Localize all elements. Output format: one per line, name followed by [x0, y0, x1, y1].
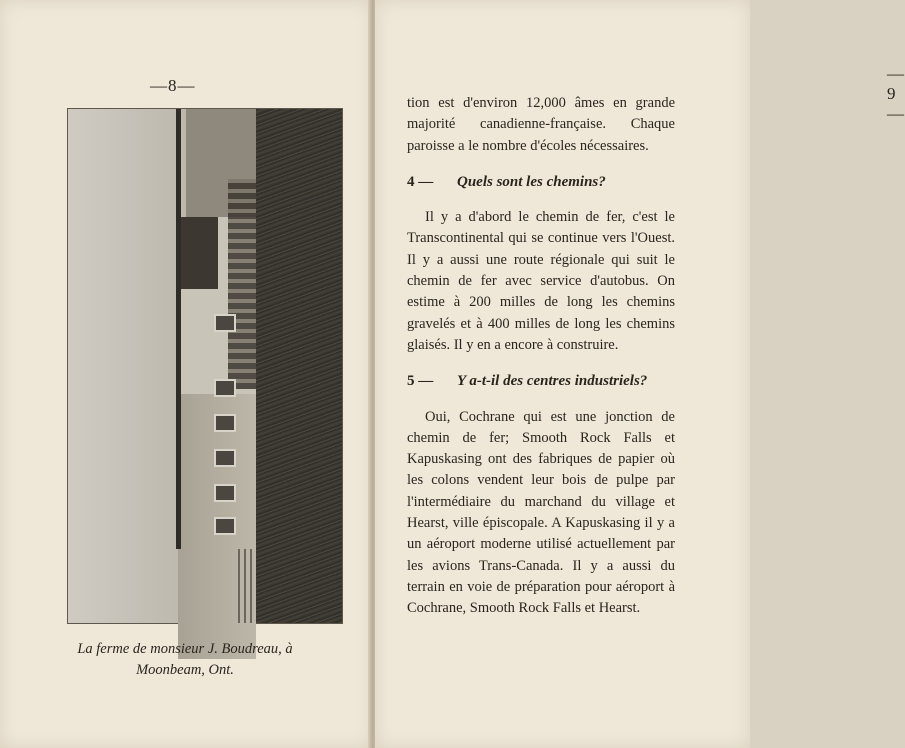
question-5-number: 5 —	[407, 373, 434, 390]
paragraph-question-4: Il y a d'abord le chemin de fer, c'est le Transcontinental qui se continue vers l'Ouest. Il y a aussi une route régionale qui suit le chemin de fer avec service d'autobus. On estime à 200 milles de long les chemins gravelés et à 400 milles de long les chemins glaisés. Il y en a encore à construire.	[407, 209, 675, 353]
photo-window	[214, 379, 236, 397]
question-5-text: Y a-t-il des centres industriels?	[457, 373, 648, 390]
paragraph-question-5: Oui, Cochrane qui est une jonction de chemin de fer; Smooth Rock Falls et Kapuskasing ont des fabriques de papier où les colons vendent leur bois de pulpe par l'intermédiaire du marchand du village et Hearst, ville épiscopale. A Kapuskasing il y a un aéroport moderne utilisé actuellement par les avions Trans-Canada. Il y a aussi du terrain en voie de préparation pour aéroport à Cochrane, Smooth Rock Falls et Hearst.	[407, 408, 675, 617]
page-number-right: —9—	[887, 64, 905, 123]
right-page-body	[407, 93, 675, 620]
paragraph-intro: tion est d'environ 12,000 âmes en grande majorité canadienne-française. Chaque paroisse a le nombre d'écoles nécessaires.	[407, 95, 675, 154]
question-5-heading	[407, 371, 675, 392]
photo-roof-edge	[176, 109, 181, 549]
left-page	[0, 0, 372, 748]
photo-window	[214, 517, 236, 535]
caption-line-2: Moonbeam, Ont.	[136, 662, 234, 678]
photo-fence	[238, 549, 256, 623]
photo-field	[256, 109, 342, 623]
photo-caption	[40, 639, 330, 681]
question-4-heading	[407, 172, 675, 193]
photo-window	[214, 314, 236, 332]
question-4-text: Quels sont les chemins?	[457, 173, 606, 190]
photo-window	[214, 449, 236, 467]
photo-barn-shadow	[178, 217, 218, 289]
photo-window	[214, 484, 236, 502]
caption-line-1: La ferme de monsieur J. Boudreau, à	[77, 641, 293, 657]
photo-window	[214, 414, 236, 432]
question-4-number: 4 —	[407, 173, 434, 190]
page-number-left: —8—	[150, 76, 196, 95]
photo-sky	[68, 109, 186, 623]
farm-photo	[67, 108, 343, 624]
